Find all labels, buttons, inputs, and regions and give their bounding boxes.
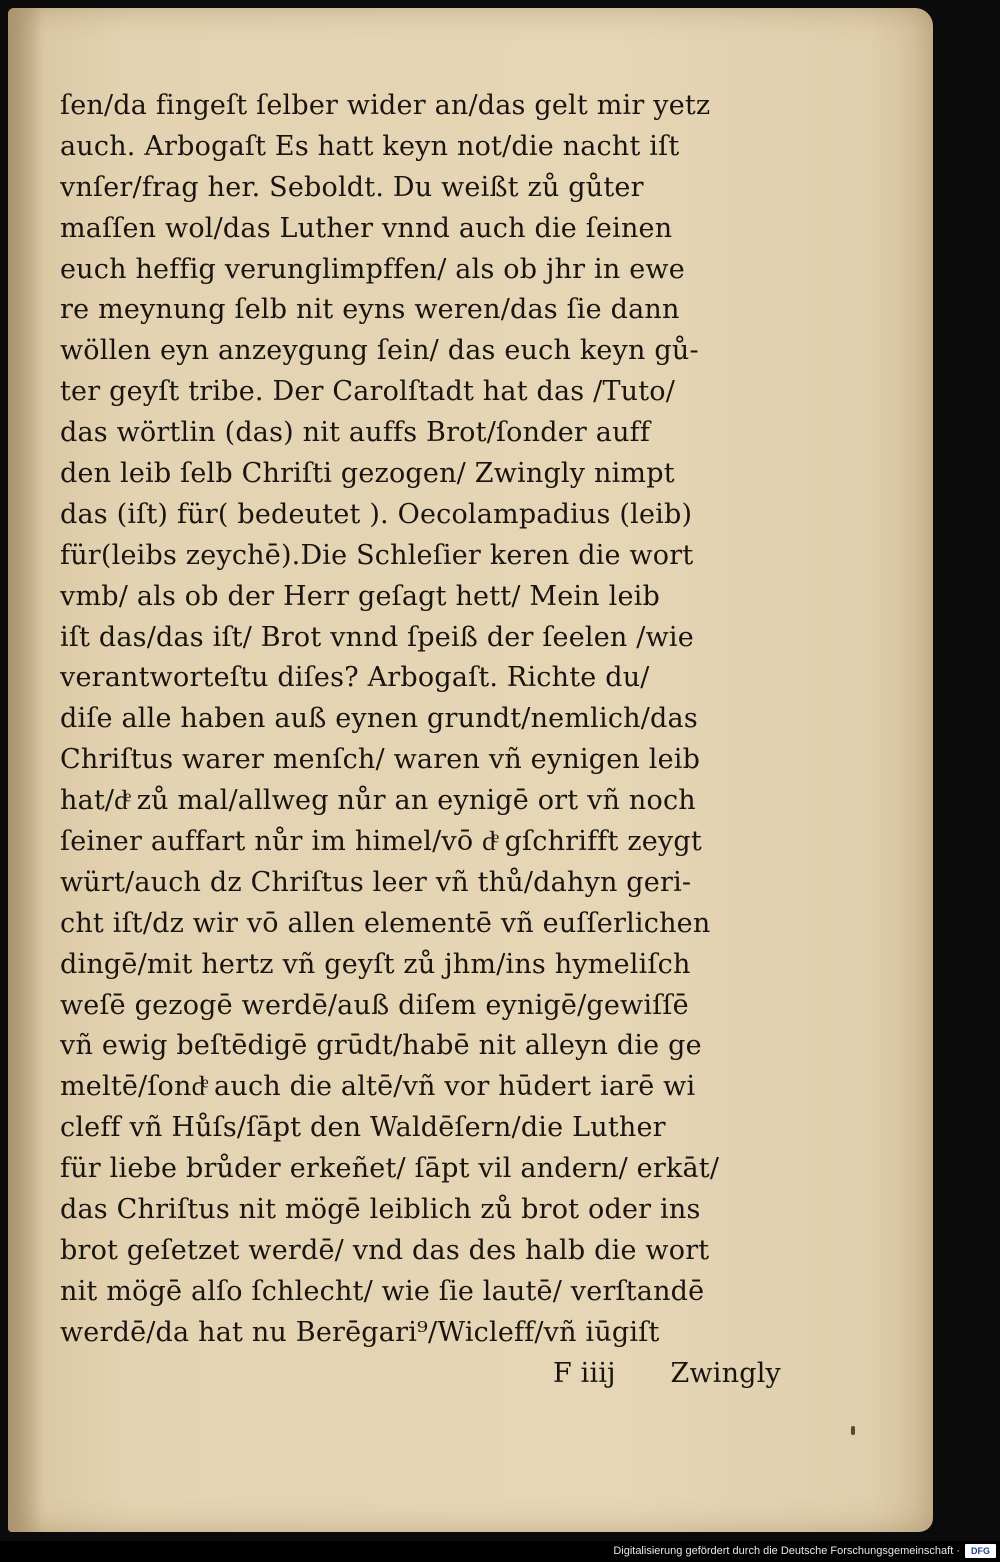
text-line: wöllen eyn anzeygung ſein/ das euch keyn gů- [60, 335, 699, 367]
text-line: dingē/mit hertz vñ geyſt zů jhm/ins hymeliſch [60, 948, 691, 980]
text-line: den leib ſelb Chriſti gezogen/ Zwingly nimpt [60, 458, 675, 490]
text-line: weſē gezogē werdē/auß diſem eynigē/gewiſſē [60, 989, 689, 1021]
text-line: Chriſtus warer menſch/ waren vñ eynigen leib [60, 744, 701, 776]
ink-speck [851, 1426, 855, 1435]
signature-mark: F iiij [552, 1357, 616, 1389]
credit-bar [0, 1541, 1000, 1562]
text-line: vmb/ als ob der Herr geſagt hett/ Mein leib [60, 580, 660, 612]
text-line: cht iſt/dz wir vō allen elementē vñ euſſerlichen [60, 907, 711, 939]
page-text [60, 86, 785, 1395]
page-gutter-shadow [8, 8, 42, 1532]
text-line: das (iſt) für( bedeutet ). Oecolampadius (leib) [60, 498, 693, 530]
text-line: für(leibs zeychē).Die Schleſier keren die wort [60, 539, 694, 571]
text-line: ſen/da fingeſt ſelber wider an/das gelt mir yetz [60, 90, 711, 121]
text-line: nit mögē alſo ſchlecht/ wie ſie lautē/ verſtandē [60, 1275, 705, 1307]
text-line: verantworteſtu diſes? Arbogaſt. Richte du/ [60, 662, 650, 694]
text-line: für liebe brůder erkeñet/ ſāpt vil andern/ erkāt/ [60, 1153, 720, 1185]
funding-credit: Digitalisierung gefördert durch die Deutsche Forschungsgemeinschaft · [613, 1545, 960, 1557]
text-line: diſe alle haben auß eynen grundt/nemlich/das [60, 703, 698, 735]
text-line: auch. Arbogaſt Es hatt keyn not/die nacht iſt [60, 130, 680, 162]
text-line: das wörtlin (das) nit auffs Brot/ſonder auff [60, 417, 651, 449]
text-line: cleff vñ Hůſs/ſāpt den Waldēſern/die Luther [60, 1112, 666, 1144]
text-line: vñ ewig beſtēdigē grūdt/habē nit alleyn die ge [60, 1030, 702, 1062]
signature-line [60, 1354, 785, 1395]
text-line: brot geſetzet werdē/ vnd das des halb die wort [60, 1234, 710, 1266]
text-line: würt/auch dz Chriſtus leer vñ thů/dahyn geri- [60, 866, 692, 898]
catchword: Zwingly [670, 1357, 781, 1389]
text-line: iſt das/das iſt/ Brot vnnd ſpeiß der ſeelen /wie [60, 621, 694, 653]
book-page [8, 8, 933, 1532]
dfg-logo-icon: DFG [965, 1544, 996, 1558]
text-line: das Chriſtus nit mögē leiblich zů brot oder ins [60, 1194, 701, 1226]
text-line: ſeiner auffart nůr im himel/vō dͤ gſchrifft zeygt [60, 826, 702, 858]
text-line: re meynung ſelb nit eyns weren/das ſie dann [60, 294, 680, 326]
text-line: werdē/da hat nu Berēgari⁹/Wicleff/vñ iūgiſt [60, 1316, 660, 1348]
text-line: meltē/ſondͤ auch die altē/vñ vor hūdert iarē wi [60, 1071, 696, 1103]
text-line: euch heffig verunglimpffen/ als ob jhr in ewe [60, 253, 685, 285]
text-line: hat/dͤ zů mal/allweg nůr an eynigē ort vñ noch [60, 785, 696, 817]
text-line: maſſen wol/das Luther vnnd auch die ſeinen [60, 212, 673, 244]
text-line: ter geyſt tribe. Der Carolſtadt hat das /Tuto/ [60, 376, 676, 408]
text-line: vnſer/frag her. Seboldt. Du weißt zů gůter [60, 171, 644, 203]
